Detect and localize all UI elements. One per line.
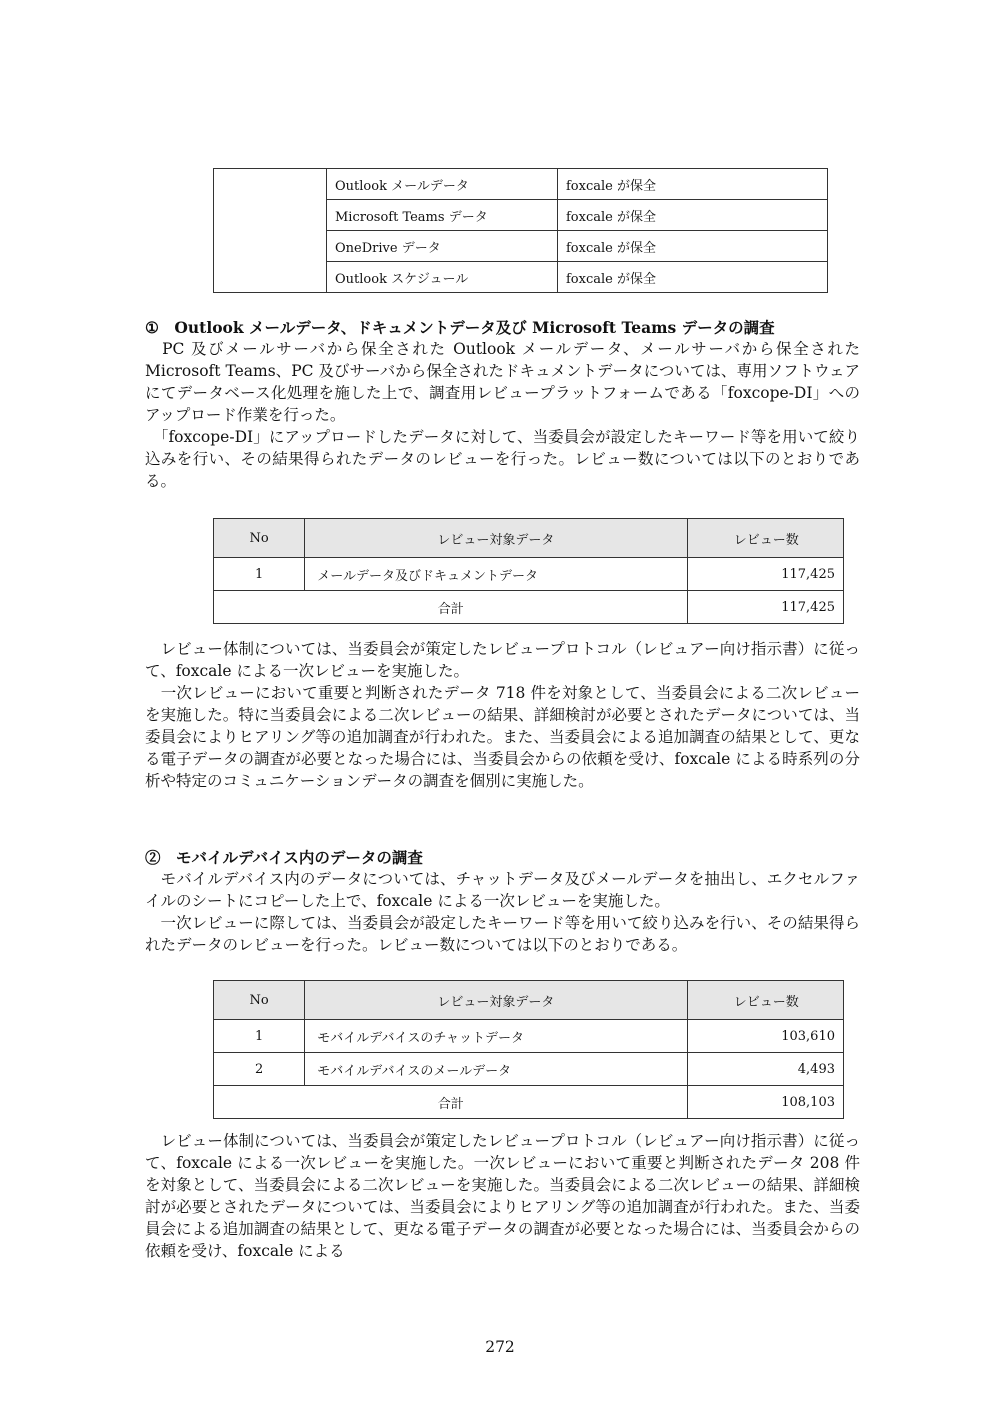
review-count-table (213, 518, 844, 624)
preservation-status-cell: foxcale が保全 (558, 169, 828, 200)
review-count-table (213, 980, 844, 1119)
paragraph: 一次レビューにおいて重要と判断されたデータ 718 件を対象として、当委員会による二次レビューを実施した。特に当委員会による二次レビューの結果、詳細検討が必要とされたデータについては、当委員会によりヒアリング等の追加調査が行われた。また、当委員会による追加調査の結果として、更なる電子データの調査が必要となった場合には、当委員会からの依頼を受け、foxcale による時系列の分析や特定のコミュニケーションデータの調査を個別に実施した。 (145, 684, 860, 790)
table-header-row (214, 981, 844, 1020)
row-number: 1 (214, 1020, 305, 1053)
column-header-count: レビュー数 (688, 981, 844, 1020)
total-label: 合計 (214, 591, 688, 624)
row-number: 1 (214, 558, 305, 591)
preservation-status-cell: foxcale が保全 (558, 200, 828, 231)
column-header-target: レビュー対象データ (305, 981, 688, 1020)
total-value: 117,425 (688, 591, 844, 624)
column-header-no: No (214, 981, 305, 1020)
paragraph: 「foxcope-DI」にアップロードしたデータに対して、当委員会が設定したキーワード等を用いて絞り込みを行い、その結果得られたデータのレビューを行った。レビュー数については以下のとおりである。 (145, 428, 860, 490)
column-header-target: レビュー対象データ (305, 519, 688, 558)
review-target: モバイルデバイスのチャットデータ (305, 1020, 688, 1053)
review-target: モバイルデバイスのメールデータ (305, 1053, 688, 1086)
section-body (145, 868, 860, 956)
section-heading: ② モバイルデバイス内のデータの調査 (145, 848, 423, 867)
table-row (214, 1053, 844, 1086)
review-target: メールデータ及びドキュメントデータ (305, 558, 688, 591)
data-source-cell: Outlook スケジュール (327, 262, 558, 293)
table-row (214, 558, 844, 591)
table-header-row (214, 519, 844, 558)
table-cell-blank (214, 169, 327, 293)
section-body (145, 638, 860, 792)
total-value: 108,103 (688, 1086, 844, 1119)
review-count: 4,493 (688, 1053, 844, 1086)
preservation-table (213, 168, 828, 293)
table-row (214, 1020, 844, 1053)
preservation-status-cell: foxcale が保全 (558, 262, 828, 293)
column-header-count: レビュー数 (688, 519, 844, 558)
page-number: 272 (485, 1338, 515, 1356)
total-label: 合計 (214, 1086, 688, 1119)
preservation-status-cell: foxcale が保全 (558, 231, 828, 262)
column-header-no: No (214, 519, 305, 558)
data-source-cell: Microsoft Teams データ (327, 200, 558, 231)
table-total-row (214, 1086, 844, 1119)
section-body (145, 1130, 860, 1262)
data-source-cell: OneDrive データ (327, 231, 558, 262)
paragraph: PC 及びメールサーバから保全された Outlook メールデータ、メールサーバから保全された Microsoft Teams、PC 及びサーバから保全されたドキュメントデータについては、専用ソフトウェアにてデータベース化処理を施した上で、調査用レビュープラットフォームである「foxcope-DI」へのアップロード作業を行った。 (145, 340, 860, 424)
paragraph: 一次レビューに際しては、当委員会が設定したキーワード等を用いて絞り込みを行い、その結果得られたデータのレビューを行った。レビュー数については以下のとおりである。 (145, 914, 860, 954)
table-row (214, 169, 828, 200)
review-count: 103,610 (688, 1020, 844, 1053)
row-number: 2 (214, 1053, 305, 1086)
table-total-row (214, 591, 844, 624)
section-heading: ① Outlook メールデータ、ドキュメントデータ及び Microsoft Teams データの調査 (145, 318, 775, 337)
paragraph: レビュー体制については、当委員会が策定したレビュープロトコル（レビュアー向け指示書）に従って、foxcale による一次レビューを実施した。一次レビューにおいて重要と判断されたデータ 208 件を対象として、当委員会による二次レビューを実施した。当委員会による二次レビューの結果、詳細検討が必要とされたデータについては、当委員会によりヒアリング等の追加調査が行われた。また、当委員会による追加調査の結果として、更なる電子データの調査が必要となった場合には、当委員会からの依頼を受け、foxcale による (145, 1132, 860, 1260)
paragraph: レビュー体制については、当委員会が策定したレビュープロトコル（レビュアー向け指示書）に従って、foxcale による一次レビューを実施した。 (145, 640, 860, 680)
data-source-cell: Outlook メールデータ (327, 169, 558, 200)
review-count: 117,425 (688, 558, 844, 591)
paragraph: モバイルデバイス内のデータについては、チャットデータ及びメールデータを抽出し、エクセルファイルのシートにコピーした上で、foxcale による一次レビューを実施した。 (145, 870, 860, 910)
section-body (145, 338, 860, 492)
